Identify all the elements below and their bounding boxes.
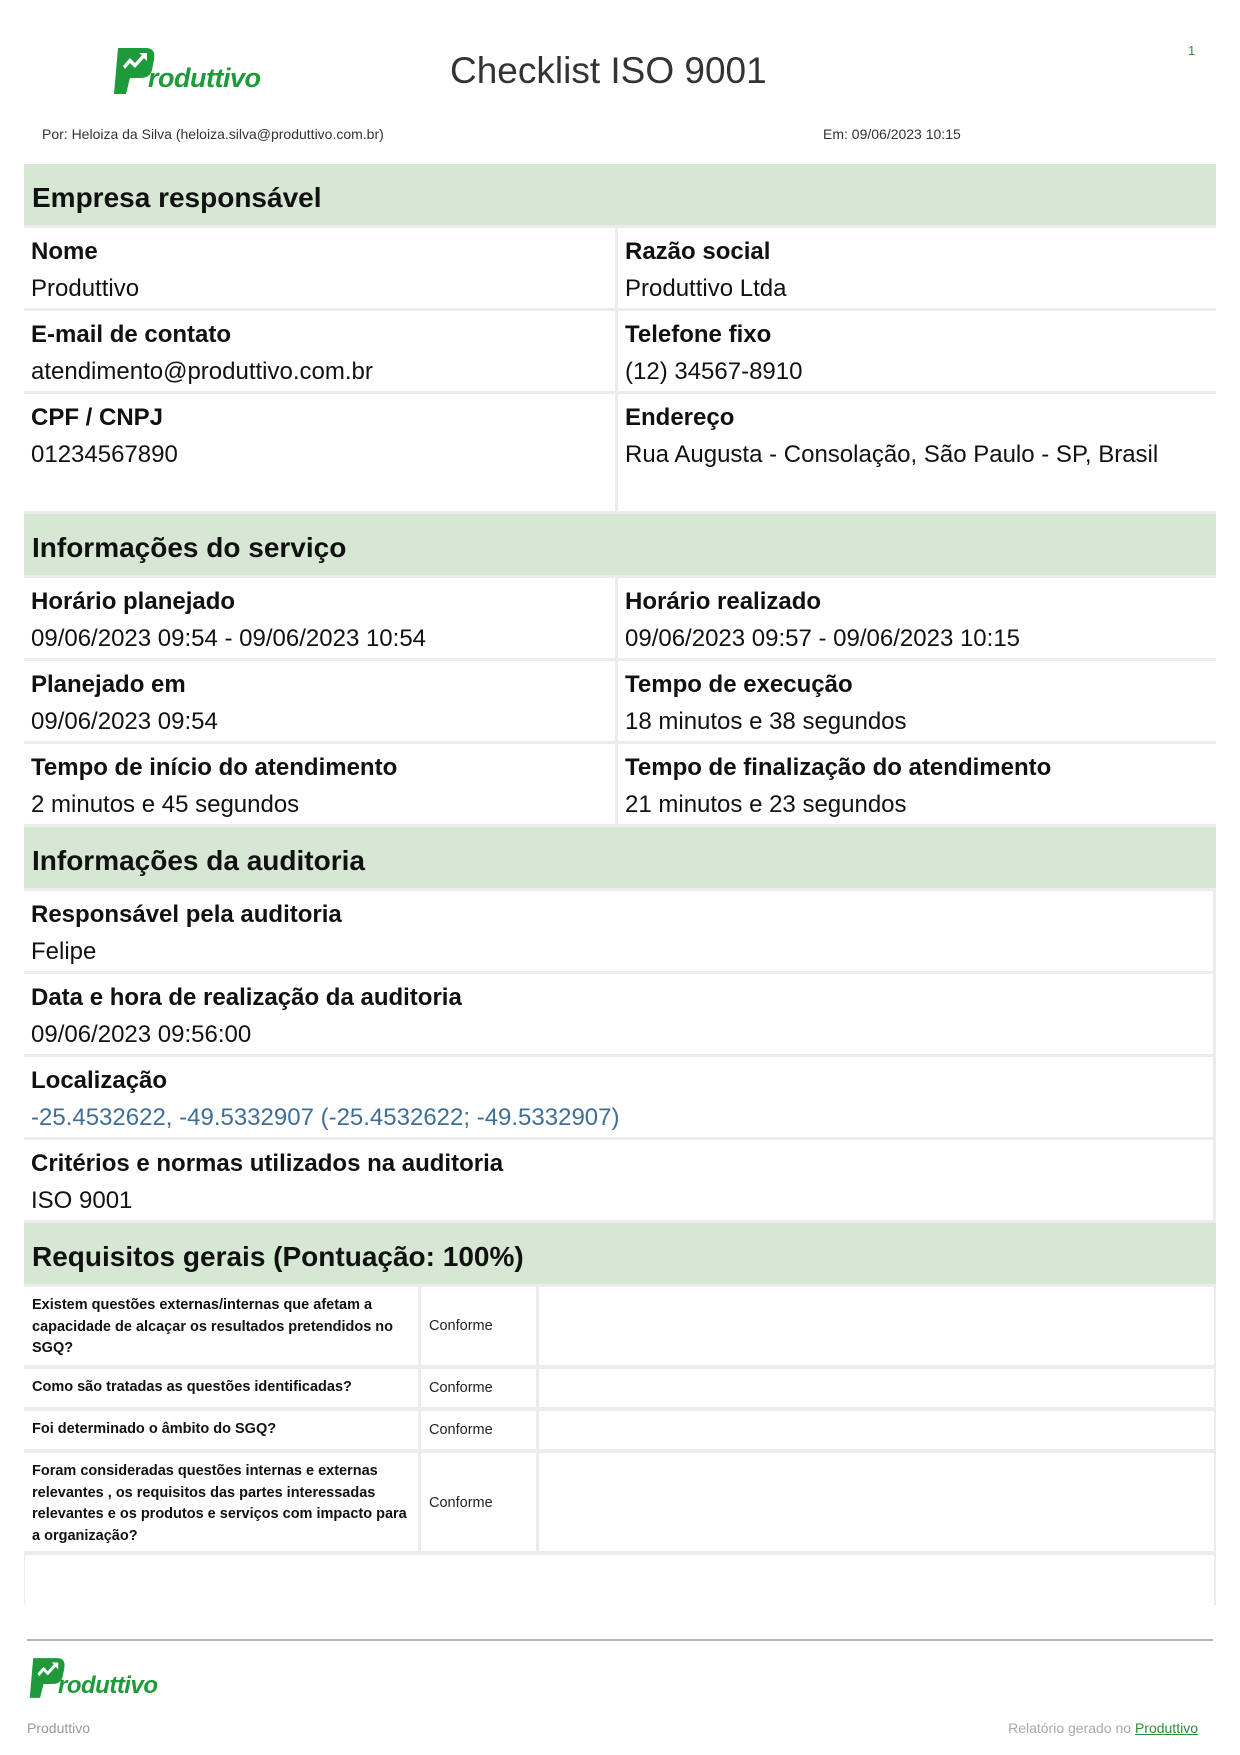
- footer-divider: [27, 1639, 1213, 1641]
- field-value: Felipe: [31, 938, 97, 965]
- question-text: Foram consideradas questões internas e externas relevantes , os requisitos das partes interessadas relevantes e os produtos e serviços com impacto para a organização?: [24, 1453, 421, 1553]
- field-label: Tempo de início do atendimento: [31, 754, 398, 781]
- comment-cell: [539, 1411, 1216, 1449]
- question-text: Existem questões externas/internas que afetam a capacidade de alcaçar os resultados pretendidos no SGQ?: [24, 1287, 421, 1366]
- footer-company: Produttivo: [27, 1720, 91, 1736]
- field-endereco: [618, 394, 1216, 514]
- author-info: Por: Heloiza da Silva (heloiza.silva@produttivo.com.br): [42, 126, 384, 142]
- answer-text: Conforme: [421, 1369, 539, 1407]
- field-label: Localização: [31, 1067, 168, 1094]
- table-end-spacer: [24, 1555, 1216, 1605]
- field-label: Horário realizado: [625, 588, 822, 615]
- location-link[interactable]: -25.4532622, -49.5332907 (-25.4532622; -49.5332907): [31, 1104, 620, 1131]
- table-row: [24, 1287, 1216, 1369]
- field-horario-realizado: [618, 578, 1216, 661]
- field-label: Horário planejado: [31, 588, 236, 615]
- footer-produttivo-link[interactable]: Produttivo: [1134, 1720, 1198, 1736]
- comment-cell: [539, 1287, 1216, 1366]
- footer-generated-prefix: Relatório gerado no: [1008, 1720, 1135, 1736]
- field-value: ISO 9001: [31, 1187, 133, 1214]
- table-row: [24, 1369, 1216, 1411]
- empresa-grid: [24, 228, 1216, 514]
- answer-text: Conforme: [421, 1453, 539, 1553]
- field-value: 09/06/2023 09:57 - 09/06/2023 10:15: [625, 625, 1021, 652]
- field-label: Telefone fixo: [625, 321, 772, 348]
- logo-text: roduttivo: [58, 1672, 158, 1699]
- field-label: Razão social: [625, 238, 771, 265]
- footer-generated: [1008, 1720, 1198, 1736]
- field-label: Nome: [31, 238, 98, 265]
- field-planejado-em: [24, 661, 618, 744]
- field-value: 09/06/2023 09:56:00: [31, 1021, 252, 1048]
- answer-text: Conforme: [421, 1411, 539, 1449]
- field-value: Produttivo: [31, 275, 140, 302]
- field-label: Endereço: [625, 404, 735, 431]
- field-value: atendimento@produttivo.com.br: [31, 358, 373, 385]
- table-row: [24, 1411, 1216, 1453]
- field-value: Produttivo Ltda: [625, 275, 787, 302]
- page-number: 1: [1188, 43, 1196, 58]
- field-email: [24, 311, 618, 394]
- answer-text: Conforme: [421, 1287, 539, 1366]
- report-content: [24, 164, 1216, 1605]
- requisitos-table: [24, 1287, 1216, 1605]
- field-horario-planejado: [24, 578, 618, 661]
- field-localizacao: [24, 1057, 1216, 1140]
- section-servico-title: Informações do serviço: [24, 514, 1216, 578]
- field-nome: [24, 228, 618, 311]
- field-label: Tempo de finalização do atendimento: [625, 754, 1052, 781]
- field-value: 01234567890: [31, 441, 178, 468]
- field-criterios: [24, 1140, 1216, 1223]
- field-label: Responsável pela auditoria: [31, 901, 342, 928]
- field-label: Planejado em: [31, 671, 186, 698]
- field-value: 09/06/2023 09:54: [31, 708, 218, 735]
- generated-date: Em: 09/06/2023 10:15: [823, 126, 961, 142]
- section-empresa-title: Empresa responsável: [24, 164, 1216, 228]
- field-label: Data e hora de realização da auditoria: [31, 984, 462, 1011]
- table-row: [24, 1453, 1216, 1555]
- field-value: (12) 34567-8910: [625, 358, 803, 385]
- field-telefone: [618, 311, 1216, 394]
- field-tempo-inicio: [24, 744, 618, 827]
- field-value: Rua Augusta - Consolação, São Paulo - SP, Brasil: [625, 441, 1159, 468]
- document-title: Checklist ISO 9001: [450, 50, 767, 91]
- field-value: 18 minutos e 38 segundos: [625, 708, 907, 735]
- field-data-hora: [24, 974, 1216, 1057]
- field-tempo-execucao: [618, 661, 1216, 744]
- comment-cell: [539, 1369, 1216, 1407]
- logo-text: roduttivo: [148, 63, 261, 93]
- field-label: Critérios e normas utilizados na auditoria: [31, 1150, 504, 1177]
- section-requisitos-title: Requisitos gerais (Pontuação: 100%): [24, 1223, 1216, 1287]
- field-label: Tempo de execução: [625, 671, 853, 698]
- field-label: CPF / CNPJ: [31, 404, 164, 431]
- comment-cell: [539, 1453, 1216, 1553]
- field-label: E-mail de contato: [31, 321, 232, 348]
- field-tempo-finalizacao: [618, 744, 1216, 827]
- question-text: Foi determinado o âmbito do SGQ?: [24, 1411, 421, 1449]
- field-value: 21 minutos e 23 segundos: [625, 791, 907, 818]
- servico-grid: [24, 578, 1216, 827]
- field-razao-social: [618, 228, 1216, 311]
- field-value: 2 minutos e 45 segundos: [31, 791, 300, 818]
- section-auditoria-title: Informações da auditoria: [24, 827, 1216, 891]
- produttivo-logo: [112, 46, 260, 96]
- question-text: Como são tratadas as questões identificadas?: [24, 1369, 421, 1407]
- field-value: 09/06/2023 09:54 - 09/06/2023 10:54: [31, 625, 427, 652]
- field-cpf-cnpj: [24, 394, 618, 514]
- footer-logo: [28, 1656, 157, 1700]
- field-responsavel: [24, 891, 1216, 974]
